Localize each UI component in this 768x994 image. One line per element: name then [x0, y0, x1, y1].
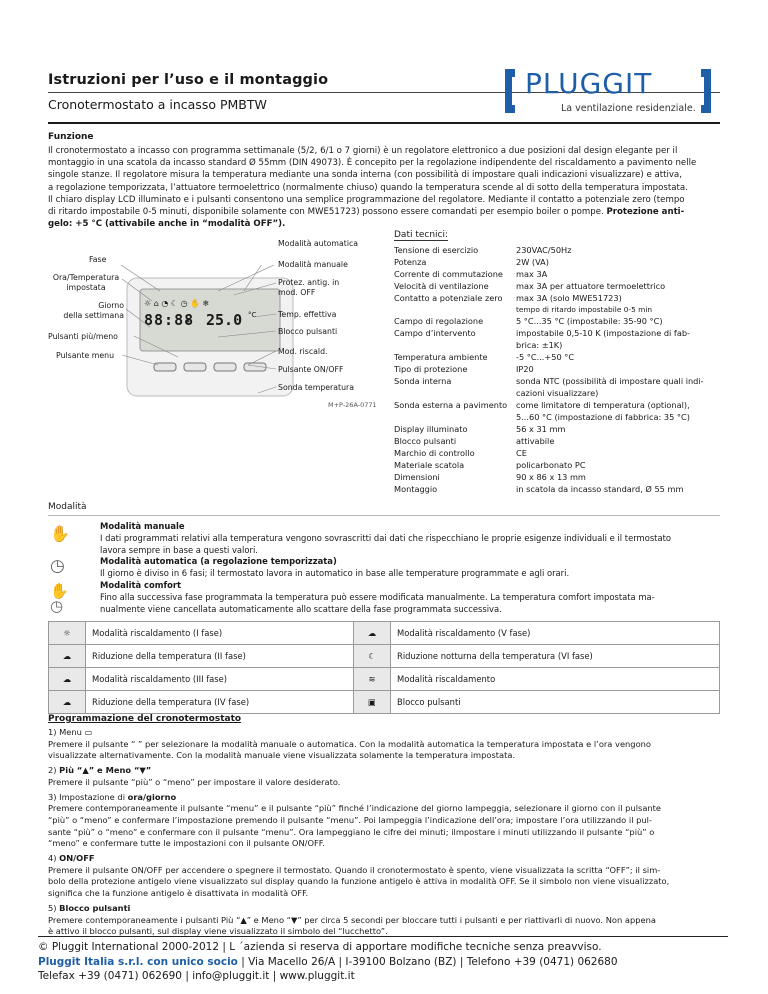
comfort-title: Modalità comfort [100, 579, 182, 590]
step-line: sante “più” o “meno” e confermare con il pulsante “menu”. Ora lampeggiano le cifre dei minuti; ilmpostare i minuti utilizzando il pulsante “più” o [48, 826, 655, 837]
spec-row: tempo di ritardo impostabile 0-5 min [516, 305, 653, 314]
table-cell: Modalità riscaldamento [391, 668, 720, 691]
spec-row: brica: ±1K) [516, 340, 563, 350]
lcd-temperature: 25.0 [206, 311, 243, 329]
spec-row: Velocità di ventilazione max 3A per attuatore termoelettrico [394, 281, 666, 291]
footer-address: Pluggit Italia s.r.l. con unico socio | Via Macello 26/A | I-39100 Bolzano (BZ) | Telefono +39 (0471) 062680 [38, 955, 618, 968]
heating-icon: ≋ [354, 668, 391, 691]
label-giorno: Giorno della settimana [63, 301, 124, 320]
comfort-line: nualmente viene cancellata automaticamente allo scattare della fase programmata successiva. [100, 603, 502, 614]
clock-icon: ◷ [50, 556, 65, 576]
step-heading: 1) Menu ▭ [48, 727, 93, 737]
lcd-unit: °C [248, 311, 257, 319]
spec-row: 5...60 °C (impostazione di fabbrica: 35 °C) [516, 412, 690, 422]
funzione-line: di ritardo impostabile 0-5 minuti, disponibile solamente con MWE51723) possono essere comandati per esempio boiler o pompe. Protezione anti- [48, 207, 685, 218]
specs-list [394, 244, 714, 495]
step-heading: 4) ON/OFF [48, 853, 95, 864]
modalita-divider [48, 515, 720, 516]
cloud-icon: ☁ [49, 645, 86, 668]
funzione-line [48, 218, 728, 230]
table-cell: Modalità riscaldamento (I fase) [86, 622, 354, 645]
funzione-line: Il chiaro display LCD illuminato e i pulsanti consentono una semplice programmazione del regolatore. Mediante il contatto a potenziale zero (tempo [48, 194, 685, 205]
step-heading: 5) Blocco pulsanti [48, 902, 131, 913]
funzione-line: a regolazione temporizzata, l’attuatore termoelettrico (normalmente chiuso) quando la temperatura scende al di sotto della temperatura impostata. [48, 182, 688, 193]
lcd-icons-row: ☼ ⌂ ◔ ☾ ◷ ✋ ❄ [144, 299, 210, 308]
spec-row: Sonda esterna a pavimento come limitatore di temperatura (optional), [394, 400, 690, 410]
programming-section [48, 714, 720, 938]
manuale-title: Modalità manuale [100, 521, 185, 531]
hand-clock-icon: ✋ ◷ [50, 582, 69, 615]
image-code: M+P-26A-0771 [328, 401, 377, 409]
label-riscald: Mod. riscald. [278, 347, 328, 356]
logo-brand: PLUGGIT [525, 67, 653, 100]
funzione-line: montaggio in una scatola da incasso standard Ø 55mm (DIN 49073). È concepito per la regolazione indipendente del riscaldamento a pavimento nelle [48, 158, 697, 169]
step-line: è attivo il blocco pulsanti, sul display viene visualizzato il simbolo del “lucchetto”. [48, 926, 388, 937]
funzione-section [48, 132, 728, 230]
step-heading: 3) Impostazione di ora/giorno [48, 791, 177, 802]
footer [38, 940, 618, 984]
lock-icon: ▣ [354, 691, 391, 714]
spec-row: Tipo di protezione IP20 [394, 364, 534, 374]
label-sonda: Sonda temperatura [278, 383, 355, 392]
modalita-text [100, 521, 720, 615]
step-line: Premere il pulsante ON/OFF per accendere o spegnere il termostato. Quando il cronotermostato è spento, viene visualizzata la scritta “OFF”; il sim- [48, 864, 661, 875]
spec-row: Sonda interna sonda NTC (possibilità di impostare quali indi- [394, 376, 704, 386]
label-manuale: Modalità manuale [278, 260, 348, 269]
logo-tagline: La ventilazione residenziale. [561, 103, 696, 114]
table-cell: Riduzione della temperatura (IV fase) [86, 691, 354, 714]
table-row [49, 668, 720, 691]
callout-lines [48, 265, 388, 405]
spec-row: Dimensioni 90 x 86 x 13 mm [394, 472, 586, 482]
cloud-icon: ☁ [354, 622, 391, 645]
auto-line: Il giorno è diviso in 6 fasi; il termostato lavora in automatico in base alle temperature programmate e agli orari. [100, 568, 570, 579]
spec-row: Display illuminato 56 x 31 mm [394, 424, 566, 434]
step-line: bolo della protezione antigelo viene visualizzato sul display quando la funzione antigelo è attiva in modalità OFF. Se il simbolo non viene visualizzato, [48, 876, 670, 887]
spec-row: Campo di regolazione 5 °C...35 °C (impostabile: 35-90 °C) [394, 316, 663, 326]
cloud-icon: ☁ [49, 668, 86, 691]
table-cell: Riduzione notturna della temperatura (VI fase) [391, 645, 720, 668]
programming-text [48, 727, 720, 938]
document-title: Istruzioni per l’uso e il montaggio [48, 72, 329, 88]
label-onoff: Pulsante ON/OFF [278, 365, 344, 374]
sun-icon: ☼ [49, 622, 86, 645]
label-temp-effettiva: Temp. effettiva [278, 310, 337, 319]
step-line: Premere il pulsante “ ” per selezionare la modalità manuale o automatica. Con la modalità automatica la temperatura impostata e l’ora vengono [48, 738, 651, 749]
step-line: Premere contemporaneamente i pulsanti Più “▲” e Meno “▼” per circa 5 secondi per bloccare tutti i pulsanti e per riattivarli di nuovo. Non appena [48, 914, 656, 925]
cloud-icon: ☁ [49, 691, 86, 714]
programming-heading: Programmazione del cronotermostato [48, 714, 242, 724]
step-line: Premere il pulsante “più” o “meno” per impostare il valore desiderato. [48, 776, 341, 787]
label-ora: Ora/Temperatura impostata [52, 273, 120, 292]
table-row [49, 645, 720, 668]
step-line: significa che la funzione antigelo è disattivata in modalità OFF. [48, 888, 309, 899]
footer-company: Pluggit Italia s.r.l. con unico socio [38, 955, 238, 968]
table-cell: Blocco pulsanti [391, 691, 720, 714]
header-divider [48, 122, 720, 124]
step-line: “meno” e confermare tutte le impostazioni con il pulsante ON/OFF. [48, 838, 325, 849]
modalita-heading: Modalità [48, 502, 87, 512]
book-icon: ▭ [84, 727, 93, 737]
spec-row: Materiale scatola policarbonato PC [394, 460, 586, 470]
device-illustration [48, 239, 388, 415]
specs-heading: Dati tecnici: [394, 230, 449, 240]
spec-row: cazioni visualizzare) [516, 388, 599, 398]
antifrost-note-b: gelo: +5 °C (attivabile anche in “modalità OFF”). [48, 219, 286, 230]
comfort-line: Fino alla successiva fase programmata la temperatura può essere modificata manualmente. La temperatura comfort impostata ma- [100, 591, 655, 602]
document-subtitle: Cronotermostato a incasso PMBTW [48, 97, 267, 112]
manuale-line: lavora sempre in base a questi valori. [100, 544, 258, 555]
spec-row: Corrente di commutazione max 3A [394, 269, 548, 279]
step-line: Premere contemporaneamente il pulsante “menu” e il pulsante “più” finché l’indicazione del giorno lampeggia, selezionare il giorno con il pulsante [48, 803, 662, 814]
step-heading: 2) Più “▲” e Meno “▼” [48, 765, 152, 776]
footer-divider [38, 936, 728, 937]
step-line: visualizzate alternativamente. Con la modalità manuale viene visualizzata solamente la temperatura impostata. [48, 750, 516, 761]
auto-title: Modalità automatica (a regolazione temporizzata) [100, 556, 337, 567]
spec-row: Campo d’intervento impostabile 0,5-10 K (impostazione di fab- [394, 328, 690, 338]
label-fase: Fase [89, 255, 107, 264]
table-cell: Riduzione della temperatura (II fase) [86, 645, 354, 668]
step-line: “più” o “meno” e confermare l’impostazione premendo il pulsante “menu”. Poi lampeggia l’indicazione dell’ora; impostare l’ora utilizzando il pul- [48, 814, 652, 825]
label-auto: Modalità automatica [278, 239, 359, 248]
spec-row: Tensione di esercizio 230VAC/50Hz [394, 245, 572, 255]
funzione-line: Il cronotermostato a incasso con programma settimanale (5/2, 6/1 o 7 giorni) è un regolatore elettronico a due posizioni dal design elegante per il [48, 146, 678, 156]
moon-icon: ☾ [354, 645, 391, 668]
antifrost-note-a: Protezione anti- [606, 207, 685, 218]
mode-table [48, 621, 720, 714]
hand-icon: ✋ [50, 524, 70, 543]
footer-contacts: Telefax +39 (0471) 062690 | info@pluggit.it | www.pluggit.it [38, 970, 355, 982]
footer-copyright: © Pluggit International 2000-2012 | L ´azienda si reserva di apportare modifiche tecniche senza preavviso. [38, 941, 602, 953]
label-antigelo: Protez. antig. in mod. OFF [278, 278, 340, 297]
manuale-line: I dati programmati relativi alla temperatura vengono sovrascritti dai dati che rispecchiano le proprie esigenze individuali e il termostato [100, 532, 671, 543]
funzione-heading: Funzione [48, 132, 94, 142]
table-cell: Modalità riscaldamento (V fase) [391, 622, 720, 645]
spec-row: Blocco pulsanti attivabile [394, 436, 555, 446]
funzione-line: singole stanze. Il regolatore misura la temperatura mediante una sonda interna (con possibilità di impostare quali indicazioni visualizzare) e attiva, [48, 170, 682, 181]
spec-row: Temperatura ambiente -5 °C...+50 °C [394, 352, 575, 362]
spec-row: Potenza 2W (VA) [394, 257, 549, 267]
table-row [49, 622, 720, 645]
spec-row: Marchio di controllo CE [394, 448, 527, 458]
spec-row: Montaggio in scatola da incasso standard, Ø 55 mm [394, 484, 684, 494]
spec-row: Contatto a potenziale zero max 3A (solo MWE51723) [394, 293, 622, 303]
label-blocco: Blocco pulsanti [278, 327, 338, 336]
label-menu: Pulsante menu [56, 351, 115, 360]
lcd-time: 88:88 [144, 311, 195, 329]
table-row [49, 691, 720, 714]
label-piu-meno: Pulsanti più/meno [48, 332, 118, 341]
pluggit-logo [501, 65, 715, 117]
funzione-text [48, 145, 728, 230]
table-cell: Modalità riscaldamento (III fase) [86, 668, 354, 691]
